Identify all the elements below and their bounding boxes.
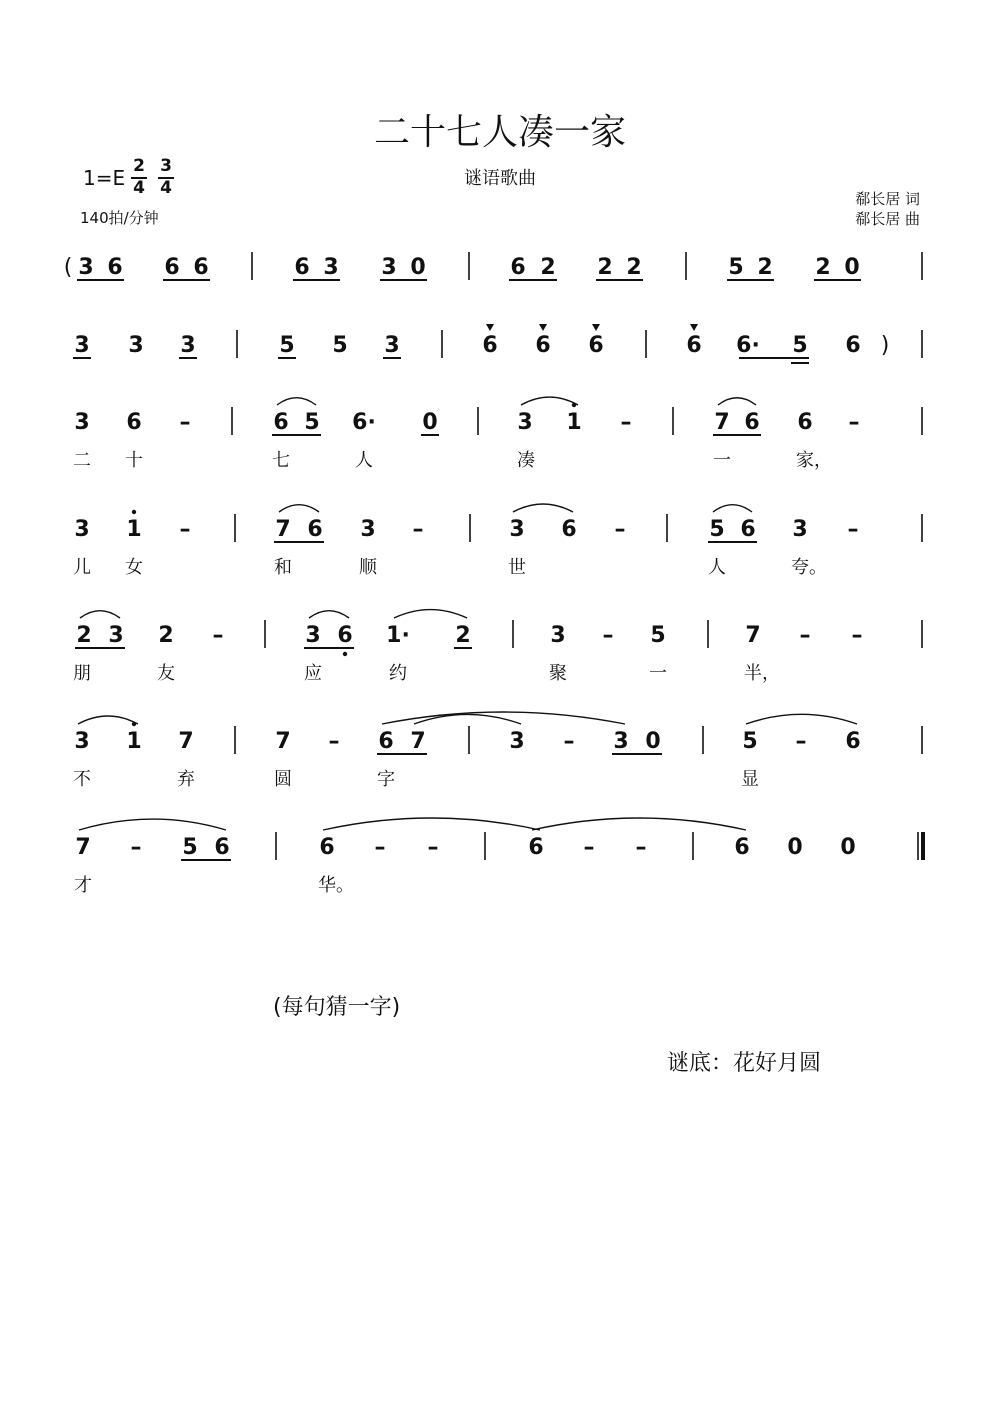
score-note: 6· (736, 333, 760, 358)
score-note: 6 (193, 255, 209, 280)
score-note: 3 (78, 255, 94, 280)
score-note: 6 (845, 729, 861, 754)
lyric-syllable: 圆 (274, 769, 292, 790)
score-note: – (212, 623, 224, 648)
score-note: 1 (566, 410, 582, 435)
score-note: 2 (597, 255, 613, 280)
score-note: 5 (709, 517, 725, 542)
meter-denominator: 4 (160, 178, 172, 198)
score-note: 6 (319, 835, 335, 860)
score-note: 3 (360, 517, 376, 542)
score-note: 3 (517, 410, 533, 435)
score-note: 6 (740, 517, 756, 542)
score-note: 1 (126, 729, 142, 754)
score-note: – (374, 835, 386, 860)
lyric-syllable: 朋 (73, 663, 91, 684)
score-note: 7 (275, 517, 291, 542)
song-subtitle: 谜语歌曲 (464, 168, 536, 189)
tempo-marking: 140拍/分钟 (80, 209, 159, 227)
octave-down-dot (343, 652, 347, 656)
song-title: 二十七人凑一家 (373, 112, 626, 153)
score-note: – (328, 729, 340, 754)
score-note: 3 (613, 729, 629, 754)
score-note: 0 (844, 255, 860, 280)
score-note: 2 (455, 623, 471, 648)
lyric-syllable: 家， (796, 450, 832, 471)
lyric-syllable: 人 (355, 450, 373, 471)
score-note: – (795, 729, 807, 754)
score-note: – (130, 835, 142, 860)
lyric-syllable: 不 (73, 769, 91, 790)
score-note: 2 (76, 623, 92, 648)
score-note: – (635, 835, 647, 860)
lyric-syllable: 二 (73, 450, 91, 471)
score-note: 1 (126, 517, 142, 542)
score-note: 3 (381, 255, 397, 280)
score-note: – (851, 623, 863, 648)
score-note: 6 (845, 333, 861, 358)
score-note: 0 (840, 835, 856, 860)
lyric-syllable: 弃 (177, 769, 195, 790)
octave-up-dot (132, 510, 136, 514)
score-note: 5 (304, 410, 320, 435)
score-note: 7 (745, 623, 761, 648)
lyric-syllable: 凑 (517, 450, 535, 471)
score-note: – (614, 517, 626, 542)
lyric-syllable: 显 (741, 769, 759, 790)
score-note: 5 (332, 333, 348, 358)
slur-arc (532, 818, 746, 830)
score-note: ) (880, 333, 890, 358)
score-note: 6 (686, 333, 702, 358)
score-note: 6 (214, 835, 230, 860)
score-note: 7 (275, 729, 291, 754)
score-note: 6 (588, 333, 604, 358)
slur-arc (746, 714, 857, 724)
lyricist-credit: 郗长居 词 (855, 190, 920, 208)
score-note: 3 (550, 623, 566, 648)
lyric-syllable: 七 (272, 450, 290, 471)
lyric-syllable: 华。 (318, 875, 354, 896)
lyric-syllable: 人 (708, 557, 726, 578)
score-note: – (412, 517, 424, 542)
lyric-syllable: 儿 (73, 557, 91, 578)
score-note: 5 (728, 255, 744, 280)
score-note: 6 (107, 255, 123, 280)
score-note: 5 (279, 333, 295, 358)
score-note: 6 (744, 410, 760, 435)
score-note: – (583, 835, 595, 860)
score-note: 6 (294, 255, 310, 280)
score-note: 6 (535, 333, 551, 358)
score-note: 2 (815, 255, 831, 280)
score-note: 3 (323, 255, 339, 280)
score-note: 3 (509, 517, 525, 542)
score-note: 7 (410, 729, 426, 754)
lyric-syllable: 和 (274, 557, 292, 578)
score-note: 6 (337, 623, 353, 648)
score-note: 5 (650, 623, 666, 648)
score-note: 6 (528, 835, 544, 860)
score-note: 3 (74, 729, 90, 754)
score-note: ( (63, 255, 73, 280)
score-note: 6 (734, 835, 750, 860)
score-note: 6 (307, 517, 323, 542)
slur-arc (323, 818, 540, 830)
slur-arc (78, 716, 138, 724)
score-note: 3 (128, 333, 144, 358)
lyric-syllable: 一 (713, 450, 731, 471)
score-note: – (179, 517, 191, 542)
score-note: 7 (75, 835, 91, 860)
composer-credit: 郗长居 曲 (855, 210, 920, 228)
lyric-syllable: 才 (74, 875, 92, 896)
lyric-syllable: 应 (304, 663, 322, 684)
slur-arc (521, 397, 578, 405)
score-note: 3 (108, 623, 124, 648)
meter-numerator: 2 (133, 156, 145, 176)
score-note: 6 (510, 255, 526, 280)
meter-denominator: 4 (133, 178, 145, 198)
score-note: 3 (74, 517, 90, 542)
score-note: – (848, 410, 860, 435)
lyric-syllable: 女 (125, 557, 143, 578)
lyric-syllable: 一 (649, 663, 667, 684)
score-note: 3 (384, 333, 400, 358)
score-note: – (799, 623, 811, 648)
score-note: 3 (305, 623, 321, 648)
lyric-syllable: 友 (157, 663, 175, 684)
slur-arc (394, 610, 467, 618)
score-note: 0 (422, 410, 438, 435)
score-note: – (179, 410, 191, 435)
key-signature: 1=E (83, 166, 126, 190)
score-note: 2 (158, 623, 174, 648)
score-note: 6 (273, 410, 289, 435)
riddle-hint: (每句猜一字) (273, 995, 401, 1020)
score-note: 5 (742, 729, 758, 754)
score-note: 2 (540, 255, 556, 280)
score-note: 3 (74, 410, 90, 435)
score-note: 6 (797, 410, 813, 435)
score-note: 1· (386, 623, 410, 648)
lyric-syllable: 世 (508, 557, 526, 578)
score-note: 0 (410, 255, 426, 280)
score-note: 6 (164, 255, 180, 280)
staccato-mark (690, 324, 698, 331)
lyric-syllable: 夸。 (791, 557, 827, 578)
score-note: 0 (787, 835, 803, 860)
slur-arc (513, 504, 573, 512)
slur-arc (277, 398, 316, 405)
score-note: 6 (126, 410, 142, 435)
score-note: – (563, 729, 575, 754)
score-note: 3 (792, 517, 808, 542)
score-note: 6 (561, 517, 577, 542)
slur-arc (79, 819, 226, 830)
meter-numerator: 3 (160, 156, 172, 176)
score-note: 5 (792, 333, 808, 358)
lyric-syllable: 字 (377, 769, 395, 790)
score-note: – (847, 517, 859, 542)
score-note: 2 (757, 255, 773, 280)
riddle-answer: 谜底：花好月圆 (667, 1051, 822, 1076)
lyric-syllable: 半， (744, 663, 780, 684)
score-note: 5 (182, 835, 198, 860)
staccato-mark (539, 324, 547, 331)
score-note: 6 (482, 333, 498, 358)
slur-arc (309, 611, 349, 618)
score-note: 2 (626, 255, 642, 280)
score-note: 0 (645, 729, 661, 754)
score-note: – (602, 623, 614, 648)
lyric-syllable: 聚 (549, 663, 567, 684)
slur-arc (713, 505, 752, 512)
slur-arc (718, 398, 756, 405)
score-note: – (620, 410, 632, 435)
lyric-syllable: 十 (125, 450, 143, 471)
score-note: 7 (714, 410, 730, 435)
staccato-mark (486, 324, 494, 331)
score-note: 6· (352, 410, 376, 435)
score-note: 3 (509, 729, 525, 754)
score-note: – (427, 835, 439, 860)
score-note: 6 (378, 729, 394, 754)
slur-arc (279, 505, 319, 512)
lyric-syllable: 顺 (359, 557, 377, 578)
staccato-mark (592, 324, 600, 331)
score-note: 3 (180, 333, 196, 358)
lyric-syllable: 约 (389, 663, 407, 684)
slur-arc (80, 611, 120, 618)
score-note: 3 (74, 333, 90, 358)
score-note: 7 (178, 729, 194, 754)
